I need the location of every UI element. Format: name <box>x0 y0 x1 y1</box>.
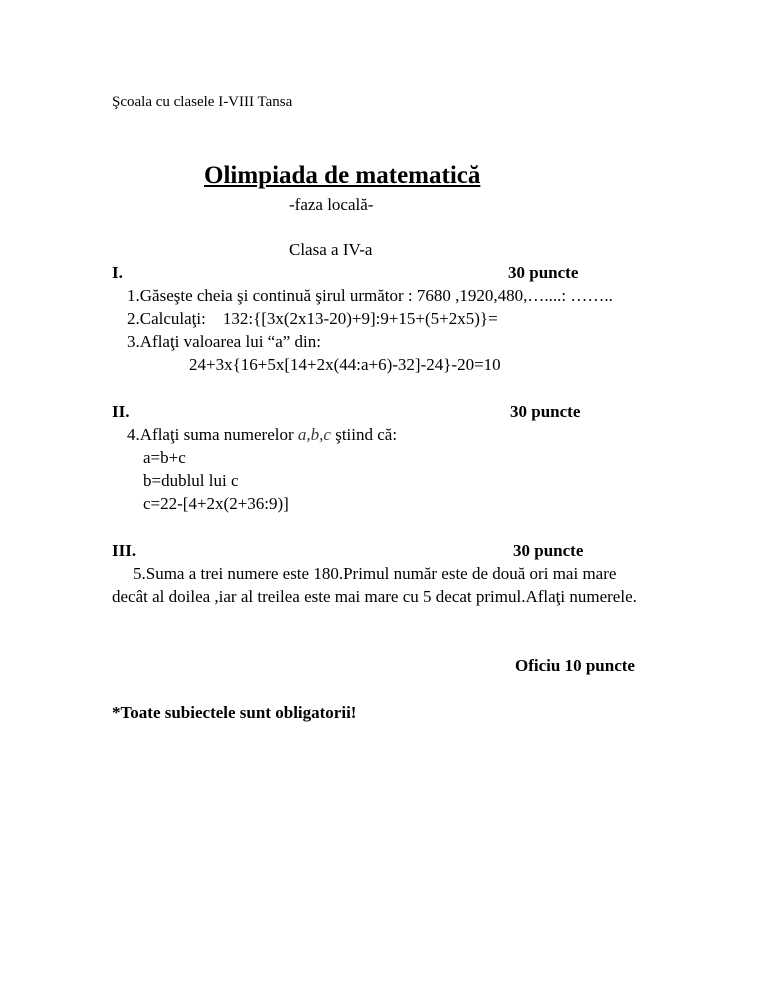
equation-3: c=22-[4+2x(2+36:9)] <box>143 494 289 513</box>
question-4-suffix: ştiind că: <box>330 425 398 444</box>
section-3-points: 30 puncte <box>513 541 584 560</box>
equation-1: a=b+c <box>143 448 186 467</box>
question-1: 1.Găseşte cheia şi continuă şirul următor : 7680 ,1920,480,…....: …….. <box>127 286 613 305</box>
page-subtitle: -faza locală- <box>289 195 374 214</box>
question-2: 2.Calculaţi: 132:{[3x(2x13-20)+9]:9+15+(5+2x5)}= <box>127 309 498 328</box>
school-name: Şcoala cu clasele I-VIII Tansa <box>112 94 293 110</box>
page-title: Olimpiada de matematică <box>204 162 481 189</box>
equation-2: b=dublul lui c <box>143 471 239 490</box>
section-3-label: III. <box>112 541 137 560</box>
question-5-line-2: decât al doilea ,iar al treilea este mai mare cu 5 decat primul.Aflaţi numerele. <box>112 587 637 606</box>
grade-label: Clasa a IV-a <box>289 240 373 259</box>
section-1-points: 30 puncte <box>508 263 579 282</box>
oficiu-points: Oficiu 10 puncte <box>515 656 635 675</box>
section-1-label: I. <box>112 263 123 282</box>
section-2-label: II. <box>112 402 130 421</box>
question-4-variables: a,b,c <box>297 425 331 444</box>
question-3: 3.Aflaţi valoarea lui “a” din: <box>127 332 321 351</box>
question-4-prefix: 4.Aflaţi suma numerelor <box>127 425 298 444</box>
section-2-points: 30 puncte <box>510 402 581 421</box>
mandatory-note: *Toate subiectele sunt obligatorii! <box>112 703 357 722</box>
question-5-line-1: 5.Suma a trei numere este 180.Primul număr este de două ori mai mare <box>133 564 617 583</box>
question-3-expression: 24+3x{16+5x[14+2x(44:a+6)-32]-24}-20=10 <box>189 355 501 374</box>
question-4 <box>127 424 397 446</box>
